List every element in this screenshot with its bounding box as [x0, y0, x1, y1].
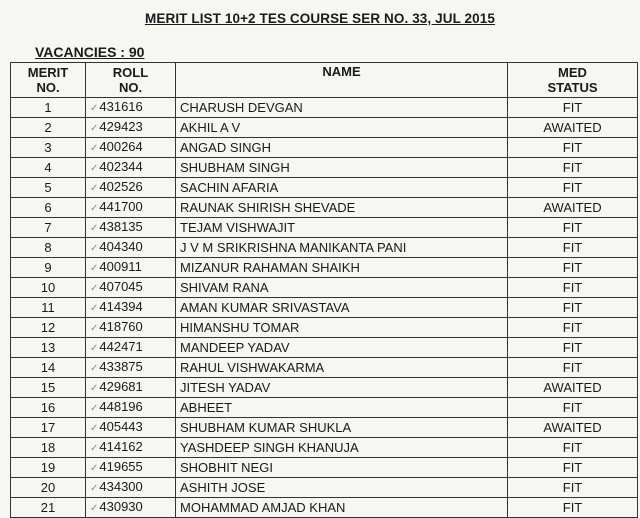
name-cell: ASHITH JOSE [176, 478, 508, 498]
merit-no-cell: 4 [11, 158, 86, 178]
table-row [11, 218, 638, 238]
header-merit-line1: MERIT [27, 65, 69, 80]
merit-no-cell: 14 [11, 358, 86, 378]
header-status-line1: MED [558, 65, 587, 80]
roll-no-cell [86, 138, 176, 158]
roll-no-cell [86, 258, 176, 278]
roll-no-cell [86, 418, 176, 438]
med-status-cell: FIT [508, 478, 638, 498]
roll-no-value: 400264 [99, 139, 143, 154]
roll-no-cell [86, 158, 176, 178]
merit-no-cell: 5 [11, 178, 86, 198]
merit-no-cell: 15 [11, 378, 86, 398]
check-mark-icon: ✓ [90, 263, 99, 274]
roll-no-value: 402526 [99, 179, 143, 194]
roll-no-value: 405443 [99, 419, 143, 434]
table-body [11, 98, 638, 518]
name-cell: HIMANSHU TOMAR [176, 318, 508, 338]
name-cell: AKHIL A V [176, 118, 508, 138]
merit-no-cell: 8 [11, 238, 86, 258]
table-row [11, 498, 638, 518]
roll-no-value: 431616 [99, 99, 143, 114]
name-cell: AMAN KUMAR SRIVASTAVA [176, 298, 508, 318]
roll-no-value: 400911 [99, 259, 142, 274]
roll-no-cell [86, 438, 176, 458]
header-roll-line1: ROLL [112, 65, 149, 80]
name-cell: SHUBHAM SINGH [176, 158, 508, 178]
med-status-cell: AWAITED [508, 198, 638, 218]
header-merit-line2: NO. [36, 80, 60, 95]
table-row [11, 378, 638, 398]
check-mark-icon: ✓ [90, 343, 99, 354]
check-mark-icon: ✓ [90, 123, 99, 134]
roll-no-value: 418760 [99, 319, 143, 334]
roll-no-value: 434300 [99, 479, 143, 494]
roll-no-cell [86, 498, 176, 518]
page-title: MERIT LIST 10+2 TES COURSE SER NO. 33, JUL 2015 [145, 11, 495, 26]
table-header [11, 63, 638, 98]
table-row [11, 338, 638, 358]
name-cell: RAHUL VISHWAKARMA [176, 358, 508, 378]
merit-list-table [10, 62, 638, 518]
med-status-cell: FIT [508, 298, 638, 318]
med-status-cell: FIT [508, 438, 638, 458]
table-row [11, 458, 638, 478]
roll-no-value: 438135 [99, 219, 143, 234]
roll-no-cell [86, 378, 176, 398]
name-cell: J V M SRIKRISHNA MANIKANTA PANI [176, 238, 508, 258]
roll-no-value: 429681 [99, 379, 143, 394]
check-mark-icon: ✓ [90, 443, 99, 454]
name-cell: ABHEET [176, 398, 508, 418]
header-merit-no [11, 63, 86, 98]
roll-no-value: 441700 [99, 199, 143, 214]
merit-no-cell: 18 [11, 438, 86, 458]
table-row [11, 278, 638, 298]
check-mark-icon: ✓ [90, 323, 99, 334]
table-row [11, 98, 638, 118]
merit-no-cell: 20 [11, 478, 86, 498]
table-row [11, 438, 638, 458]
check-mark-icon: ✓ [90, 223, 99, 234]
check-mark-icon: ✓ [90, 163, 99, 174]
check-mark-icon: ✓ [90, 483, 99, 494]
check-mark-icon: ✓ [90, 363, 99, 374]
roll-no-value: 414394 [99, 299, 143, 314]
check-mark-icon: ✓ [90, 463, 99, 474]
merit-no-cell: 16 [11, 398, 86, 418]
table-row [11, 258, 638, 278]
roll-no-cell [86, 478, 176, 498]
check-mark-icon: ✓ [90, 183, 99, 194]
table-row [11, 298, 638, 318]
name-cell: RAUNAK SHIRISH SHEVADE [176, 198, 508, 218]
roll-no-value: 442471 [99, 339, 143, 354]
header-roll-no [86, 63, 176, 98]
roll-no-cell [86, 298, 176, 318]
check-mark-icon: ✓ [90, 243, 99, 254]
merit-no-cell: 21 [11, 498, 86, 518]
name-cell: YASHDEEP SINGH KHANUJA [176, 438, 508, 458]
name-cell: SHIVAM RANA [176, 278, 508, 298]
header-name [176, 63, 508, 98]
merit-no-cell: 11 [11, 298, 86, 318]
med-status-cell: FIT [508, 158, 638, 178]
roll-no-cell [86, 458, 176, 478]
roll-no-cell [86, 178, 176, 198]
roll-no-value: 430930 [99, 499, 143, 514]
med-status-cell: FIT [508, 498, 638, 518]
name-cell: MIZANUR RAHAMAN SHAIKH [176, 258, 508, 278]
med-status-cell: FIT [508, 258, 638, 278]
name-cell: ANGAD SINGH [176, 138, 508, 158]
merit-no-cell: 6 [11, 198, 86, 218]
header-status-line2: STATUS [547, 80, 598, 95]
check-mark-icon: ✓ [90, 383, 99, 394]
roll-no-value: 414162 [99, 439, 143, 454]
roll-no-value: 402344 [99, 159, 143, 174]
table-row [11, 318, 638, 338]
med-status-cell: FIT [508, 238, 638, 258]
med-status-cell: AWAITED [508, 378, 638, 398]
check-mark-icon: ✓ [90, 203, 99, 214]
roll-no-cell [86, 198, 176, 218]
check-mark-icon: ✓ [90, 303, 99, 314]
roll-no-cell [86, 358, 176, 378]
merit-no-cell: 19 [11, 458, 86, 478]
name-cell: SACHIN AFARIA [176, 178, 508, 198]
merit-no-cell: 7 [11, 218, 86, 238]
name-cell: JITESH YADAV [176, 378, 508, 398]
name-cell: TEJAM VISHWAJIT [176, 218, 508, 238]
roll-no-value: 419655 [99, 459, 143, 474]
table-row [11, 418, 638, 438]
check-mark-icon: ✓ [90, 403, 99, 414]
merit-no-cell: 3 [11, 138, 86, 158]
vacancies-label: VACANCIES : 90 [35, 44, 145, 60]
roll-no-value: 404340 [99, 239, 143, 254]
roll-no-value: 448196 [99, 399, 143, 414]
med-status-cell: FIT [508, 338, 638, 358]
roll-no-value: 429423 [99, 119, 143, 134]
table-row [11, 358, 638, 378]
med-status-cell: FIT [508, 318, 638, 338]
roll-no-cell [86, 398, 176, 418]
roll-no-cell [86, 98, 176, 118]
table-row [11, 398, 638, 418]
check-mark-icon: ✓ [90, 103, 99, 114]
med-status-cell: FIT [508, 218, 638, 238]
name-cell: SHUBHAM KUMAR SHUKLA [176, 418, 508, 438]
header-roll-line2: NO. [118, 80, 143, 95]
header-name-label: NAME [322, 64, 361, 79]
med-status-cell: FIT [508, 138, 638, 158]
merit-no-cell: 12 [11, 318, 86, 338]
merit-no-cell: 2 [11, 118, 86, 138]
name-cell: MOHAMMAD AMJAD KHAN [176, 498, 508, 518]
check-mark-icon: ✓ [90, 283, 99, 294]
med-status-cell: FIT [508, 278, 638, 298]
roll-no-cell [86, 318, 176, 338]
table-row [11, 158, 638, 178]
name-cell: SHOBHIT NEGI [176, 458, 508, 478]
check-mark-icon: ✓ [90, 143, 99, 154]
table-row [11, 478, 638, 498]
name-cell: MANDEEP YADAV [176, 338, 508, 358]
merit-no-cell: 10 [11, 278, 86, 298]
roll-no-cell [86, 118, 176, 138]
roll-no-cell [86, 218, 176, 238]
table-row [11, 138, 638, 158]
merit-no-cell: 9 [11, 258, 86, 278]
med-status-cell: FIT [508, 358, 638, 378]
name-cell: CHARUSH DEVGAN [176, 98, 508, 118]
roll-no-cell [86, 238, 176, 258]
table-row [11, 178, 638, 198]
roll-no-cell [86, 278, 176, 298]
table-row [11, 238, 638, 258]
merit-no-cell: 1 [11, 98, 86, 118]
med-status-cell: FIT [508, 98, 638, 118]
roll-no-value: 407045 [99, 279, 143, 294]
header-med-status [508, 63, 638, 98]
merit-no-cell: 13 [11, 338, 86, 358]
med-status-cell: AWAITED [508, 118, 638, 138]
med-status-cell: FIT [508, 178, 638, 198]
roll-no-value: 433875 [99, 359, 143, 374]
roll-no-cell [86, 338, 176, 358]
table-row [11, 118, 638, 138]
med-status-cell: AWAITED [508, 418, 638, 438]
check-mark-icon: ✓ [90, 503, 99, 514]
check-mark-icon: ✓ [90, 423, 99, 434]
merit-no-cell: 17 [11, 418, 86, 438]
table-row [11, 198, 638, 218]
med-status-cell: FIT [508, 398, 638, 418]
med-status-cell: FIT [508, 458, 638, 478]
